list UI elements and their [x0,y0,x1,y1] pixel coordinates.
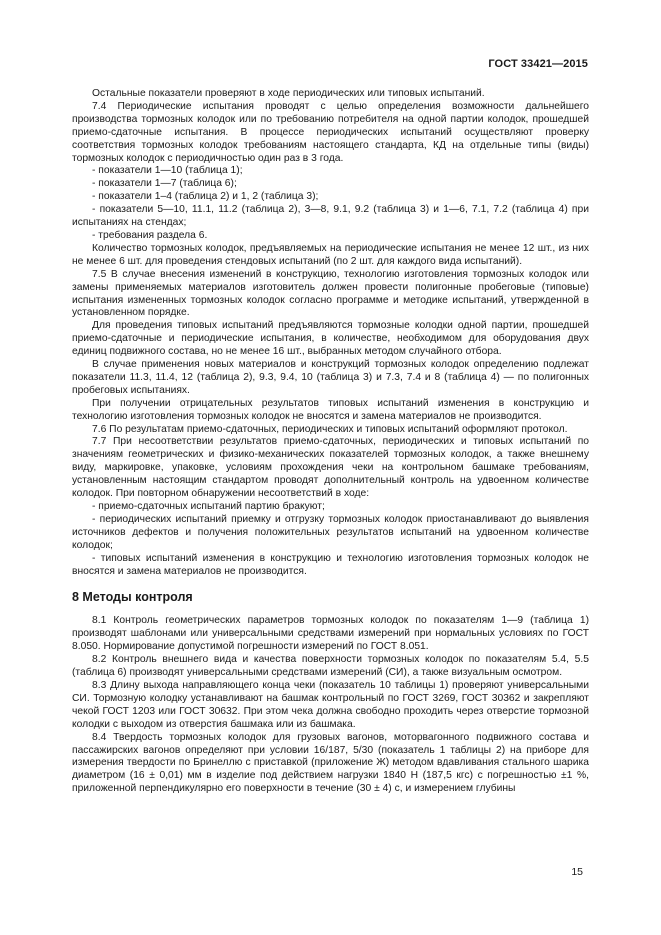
page-number: 15 [571,866,583,878]
paragraph: - показатели 1—7 (таблица 6); [92,178,237,190]
paragraph: - требования раздела 6. [92,229,208,241]
section-8-text [72,615,589,796]
paragraph: - показатели 5—10, 11.1, 11.2 (таблица 2), 3—8, 9.1, 9.2 (таблица 3) и 1—6, 7.1, 7.2 (таблица 4) при испытаниях на стендах; [72,204,589,229]
paragraph: 7.5 В случае внесения изменений в конструкцию, технологию изготовления тормозных колодок или замены применяемых материалов изготовитель должен провести полигонные пробеговые (типовые) испытания измененных тормозных колодок согласно программе и методике испытаний, утвержденной в установленном порядке. [72,268,589,319]
paragraph: 7.7 При несоответствии результатов приемо-сдаточных, периодических и типовых испытаний по значениям геометрических и физико-механических показателей тормозных колодок, а также внешнему виду, маркировке, упаковке, условиям прохождения чеки на контрольном башмаке требованиям, установленным настоящим стандартом проводят дополнительный контроль на удвоенном количестве колодок. При повторном обнаружении несоответствий в ходе: [72,436,589,500]
document-body [72,88,589,796]
section-7-text [72,88,589,578]
section-title: 8 Методы контроля [72,590,193,605]
paragraph: Остальные показатели проверяют в ходе периодических или типовых испытаний. [92,88,485,99]
paragraph: - показатели 1—10 (таблица 1); [92,165,243,177]
paragraph: 8.2 Контроль внешнего вида и качества поверхности тормозных колодок по показателям 5.4, 5.5 (таблица 6) производят универсальными средствами измерений (СИ), а также визуальным осмотром. [72,654,589,679]
paragraph: В случае применения новых материалов и конструкций тормозных колодок определению подлежат показатели 11.3, 11.4, 12 (таблица 2), 9.3, 9.4, 10 (таблица 3) и 7.3, 7.4 и 8 (таблица 4) — по полигонных пробеговых испытаниях. [72,359,589,396]
paragraph: - типовых испытаний изменения в конструкцию и технологию изготовления тормозных колодок не вносятся и замена материалов не производится. [72,552,589,577]
paragraph: Количество тормозных колодок, предъявляемых на периодические испытания не менее 12 шт., из них не менее 6 шт. для проведения стендовых испытаний (по 2 шт. для каждого вида испытаний). [72,242,589,267]
paragraph: При получении отрицательных результатов типовых испытаний изменения в конструкцию и технологию изготовления тормозных колодок не вносятся и замена материалов не производится. [72,397,589,422]
paragraph: - приемо-сдаточных испытаний партию бракуют; [92,501,325,512]
paragraph: 8.4 Твердость тормозных колодок для грузовых вагонов, моторвагонного подвижного состава и пассажирских вагонов определяют при условии 16/187, 5/30 (показатель 1 таблицы 2) на приборе для измерения твердости по Бринеллю с приставкой (приложение Ж) методом вдавливания стального шарика диаметром (16 ± 0,01) мм в изделие под действием нагрузки 1840 Н (187,5 кгс) с погрешностью ±1 %, приложенной перпендикулярно его поверхности в течение (30 ± 4) с, и измерением глубины [72,731,589,795]
paragraph: 8.1 Контроль геометрических параметров тормозных колодок по показателям 1—9 (таблица 1) производят шаблонами или универсальными средствами измерений при нормальных условиях по ГОСТ 8.050. Нормирование допустимой погрешности измерений по ГОСТ 8.051. [72,615,589,653]
paragraph: - показатели 1–4 (таблица 2) и 1, 2 (таблица 3); [92,191,319,203]
paragraph: 7.6 По результатам приемо-сдаточных, периодических и типовых испытаний оформляют протокол. [92,423,568,435]
document-code: ГОСТ 33421—2015 [488,58,588,70]
paragraph: 7.4 Периодические испытания проводят с целью определения возможности дальнейшего производства тормозных колодок или по требованию потребителя на одной партии колодок, прошедшей приемо-сдаточные испытания. В процессе периодических испытаний осуществляют проверку соответствия тормозных колодок требованиям настоящего стандарта, КД на отдельные типы (виды) тормозных колодок с периодичностью один раз в 3 года. [72,100,589,164]
paragraph: - периодических испытаний приемку и отгрузку тормозных колодок приостанавливают до выявления источников дефектов и получения положительных результатов испытаний на удвоенном количестве колодок; [72,513,589,551]
paragraph: 8.3 Длину выхода направляющего конца чеки (показатель 10 таблицы 1) проверяют универсальными СИ. Тормозную колодку устанавливают на башмак контрольный по ГОСТ 3269, ГОСТ 30362 и закрепляют чекой ГОСТ 1203 или ГОСТ 30632. При этом чека должна свободно проходить через отверстие тормозной колодки с выходом из отверстия башмака или из башмака. [72,679,589,730]
paragraph: Для проведения типовых испытаний предъявляются тормозные колодки одной партии, прошедшей приемо-сдаточные и периодические испытания, в количестве, необходимом для оборудования двух единиц подвижного состава, но не менее 16 шт., выбранных методом случайного отбора. [72,320,589,358]
